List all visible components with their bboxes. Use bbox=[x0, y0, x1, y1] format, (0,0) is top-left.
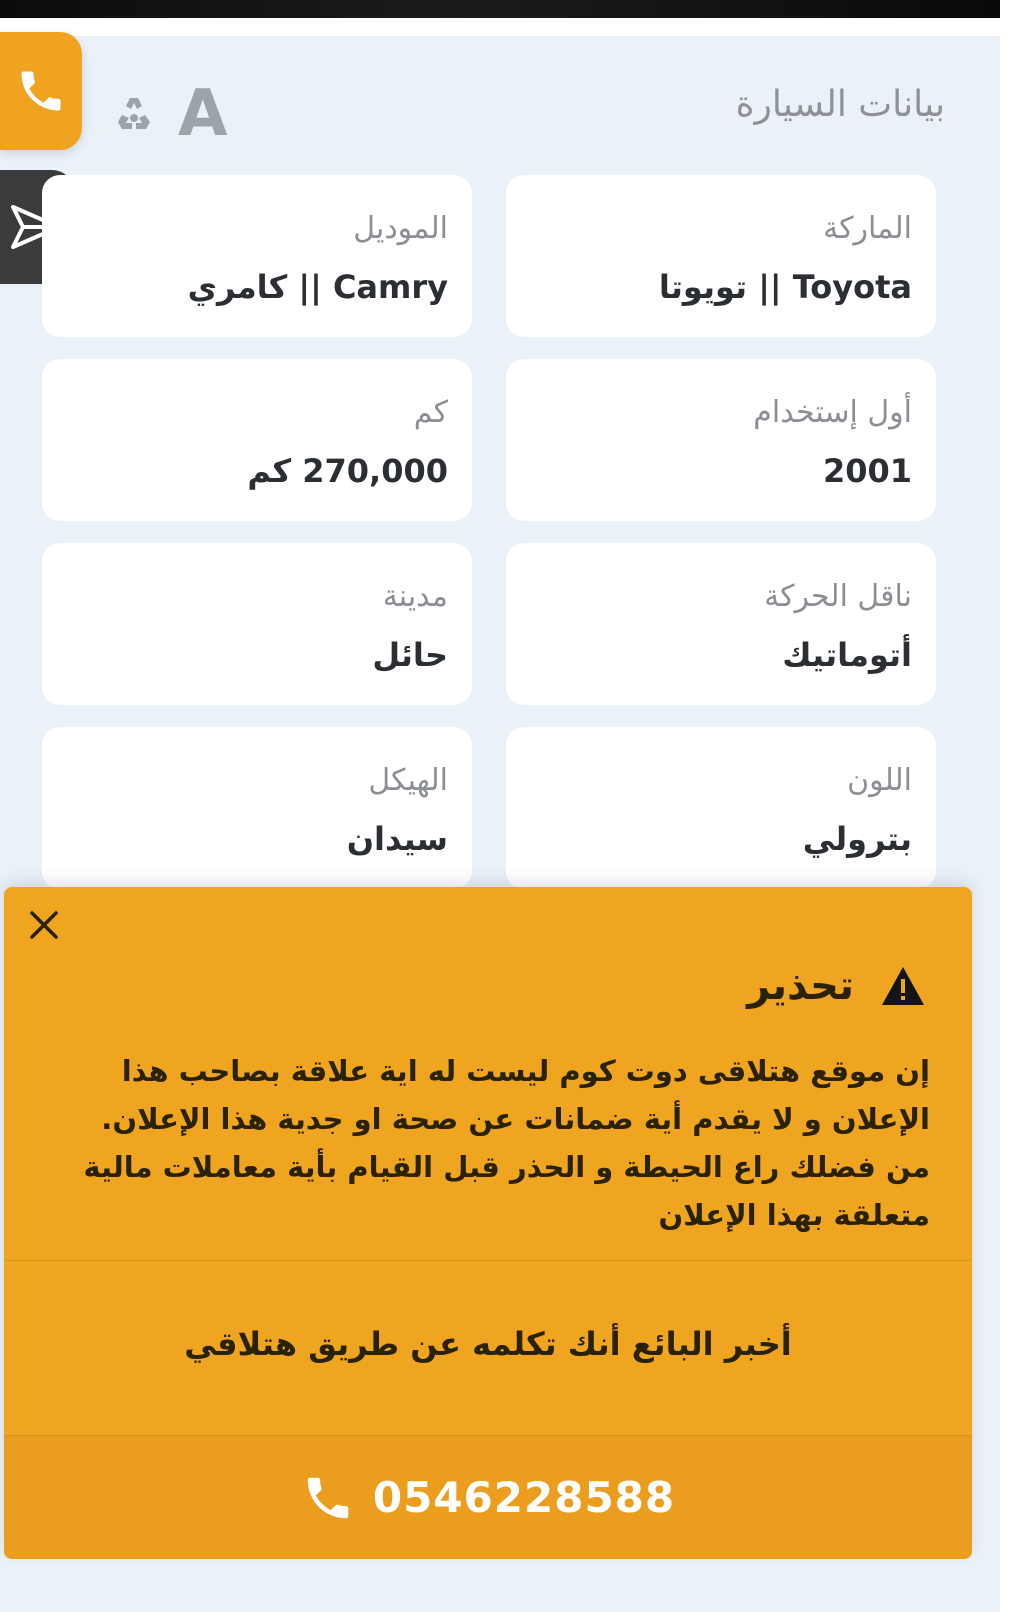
tell-seller-note: أخبر البائع أنك تكلمه عن طريق هتلاقي bbox=[184, 1325, 792, 1363]
divider bbox=[4, 1260, 972, 1261]
card-value: أتوماتيك bbox=[782, 636, 912, 674]
phone-icon bbox=[301, 1471, 355, 1525]
recycle-icon bbox=[110, 92, 158, 140]
close-icon[interactable] bbox=[24, 905, 64, 945]
card-label: الموديل bbox=[353, 211, 448, 246]
card-value: Toyota || تويوتا bbox=[658, 268, 912, 306]
card-transmission bbox=[506, 543, 936, 705]
card-model bbox=[42, 175, 472, 337]
floating-call-button[interactable] bbox=[0, 32, 82, 150]
card-color bbox=[506, 727, 936, 889]
warning-panel bbox=[4, 887, 972, 1559]
card-label: مدينة bbox=[382, 579, 448, 614]
card-label: ناقل الحركة bbox=[764, 579, 912, 614]
top-image-strip bbox=[0, 0, 1000, 18]
card-value: حائل bbox=[372, 636, 448, 674]
card-value: بترولي bbox=[802, 820, 912, 858]
card-value: سيدان bbox=[346, 820, 448, 858]
card-first-use bbox=[506, 359, 936, 521]
card-label: اللون bbox=[847, 763, 912, 798]
card-value: 270,000 كم bbox=[247, 452, 448, 490]
card-brand bbox=[506, 175, 936, 337]
warning-header bbox=[747, 963, 926, 1009]
warning-title: تحذير bbox=[747, 963, 854, 1009]
card-mileage bbox=[42, 359, 472, 521]
card-label: الهيكل bbox=[368, 763, 448, 798]
card-value: 2001 bbox=[822, 452, 912, 490]
feature-icons bbox=[70, 77, 260, 151]
phone-number: 0546228588 bbox=[372, 1473, 676, 1522]
card-value: Camry || كامري bbox=[187, 268, 448, 306]
warning-triangle-icon bbox=[880, 965, 926, 1007]
call-seller-button[interactable] bbox=[4, 1435, 972, 1559]
card-label: الماركة bbox=[823, 211, 912, 246]
card-body-type bbox=[42, 727, 472, 889]
section-title: بيانات السيارة bbox=[735, 84, 945, 125]
card-city bbox=[42, 543, 472, 705]
card-label: أول إستخدام bbox=[753, 395, 912, 430]
letter-a-icon: A bbox=[178, 77, 228, 151]
phone-icon bbox=[15, 65, 67, 117]
card-label: كم bbox=[413, 395, 448, 430]
warning-message: إن موقع هتلاقى دوت كوم ليست له اية علاقة بصاحب هذا الإعلان و لا يقدم أية ضمانات عن صحة او جدية هذا الإعلان. من فضلك راع الحيطة و الحذر قبل القيام بأية معاملات مالية متعلقة بهذا الإعلان bbox=[83, 1054, 930, 1232]
